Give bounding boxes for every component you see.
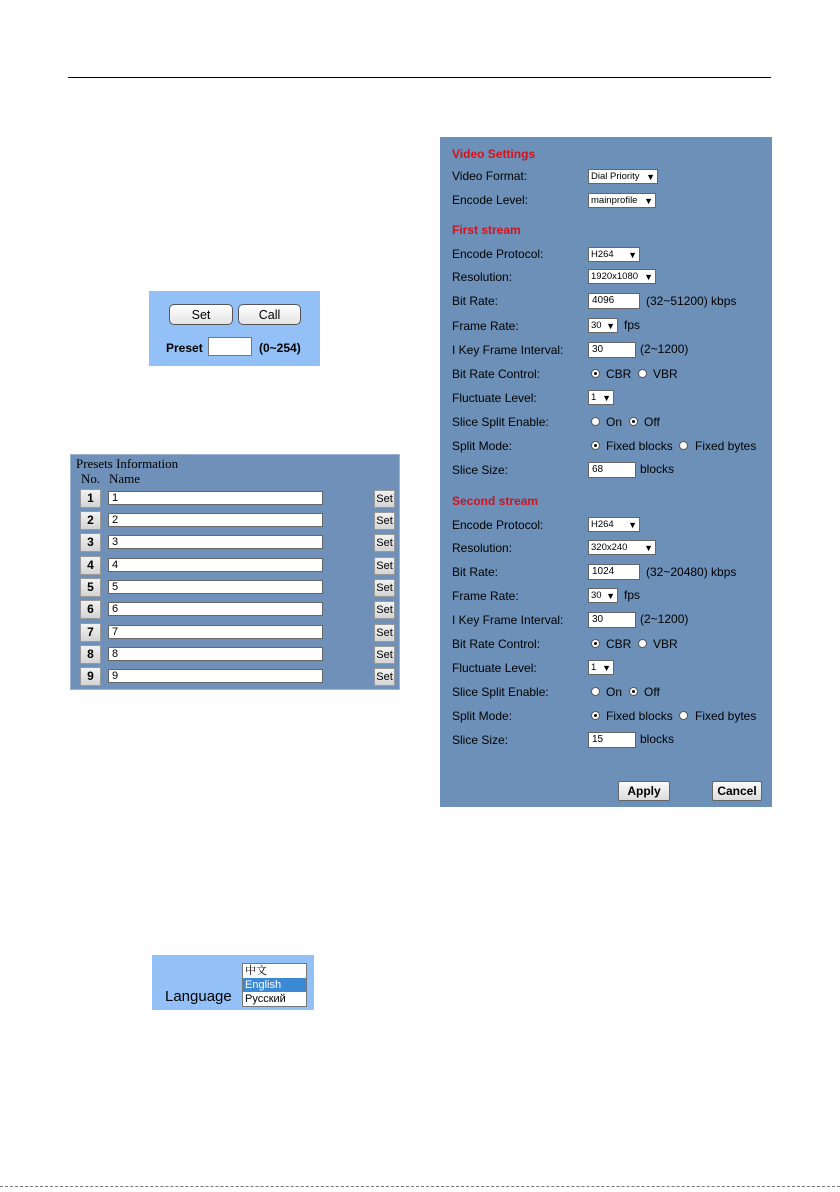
- chevron-down-icon: ▼: [628, 250, 637, 260]
- preset-row-set-button[interactable]: Set: [374, 534, 395, 552]
- col-no-header: No.: [81, 471, 101, 486]
- first-bitrate-input[interactable]: 4096: [588, 293, 640, 309]
- preset-name-input[interactable]: 1: [108, 491, 323, 505]
- second-framerate-label: Frame Rate:: [452, 589, 519, 603]
- first-stream-title: First stream: [452, 223, 521, 237]
- first-protocol-label: Encode Protocol:: [452, 247, 544, 261]
- second-split-mode-label: Split Mode:: [452, 709, 513, 723]
- second-stream-title: Second stream: [452, 494, 539, 508]
- second-ikey-range: (2~1200): [640, 612, 689, 626]
- preset-name-input[interactable]: 7: [108, 625, 323, 639]
- language-listbox[interactable]: [242, 963, 307, 1007]
- preset-name-input[interactable]: 2: [108, 513, 323, 527]
- preset-row: [71, 489, 401, 509]
- chevron-down-icon: ▼: [628, 520, 637, 530]
- preset-row-set-button[interactable]: Set: [374, 512, 395, 530]
- preset-range-hint: (0~254): [259, 341, 301, 355]
- first-fluct-value: 1: [591, 392, 597, 403]
- first-blocks-unit: blocks: [640, 462, 675, 476]
- second-protocol-label: Encode Protocol:: [452, 518, 544, 532]
- second-resolution-label: Resolution:: [452, 541, 513, 555]
- first-cbr-radio[interactable]: [591, 369, 600, 378]
- second-fluct-value: 1: [591, 662, 597, 673]
- apply-button[interactable]: Apply: [618, 781, 670, 801]
- second-vbr-label: VBR: [653, 637, 678, 651]
- first-slice-size-input[interactable]: 68: [588, 462, 636, 478]
- first-ikey-label: I Key Frame Interval:: [452, 343, 564, 357]
- encode-level-select[interactable]: [588, 193, 656, 208]
- first-brc-label: Bit Rate Control:: [452, 367, 541, 381]
- preset-row: [71, 667, 401, 687]
- language-option-russian[interactable]: Русский: [245, 993, 286, 1005]
- preset-number-button[interactable]: 4: [80, 556, 101, 575]
- preset-row: [71, 600, 401, 620]
- preset-name-input[interactable]: 8: [108, 647, 323, 661]
- first-vbr-label: VBR: [653, 367, 678, 381]
- first-framerate-select[interactable]: [588, 318, 618, 333]
- preset-row: [71, 645, 401, 665]
- first-fixed-blocks-radio[interactable]: [591, 441, 600, 450]
- second-cbr-label: CBR: [606, 637, 632, 651]
- language-panel: [152, 955, 314, 1010]
- chevron-down-icon: ▼: [606, 591, 615, 601]
- second-ikey-input[interactable]: 30: [588, 612, 636, 628]
- second-slice-off-radio[interactable]: [629, 687, 638, 696]
- first-framerate-label: Frame Rate:: [452, 319, 519, 333]
- first-framerate-value: 30: [591, 320, 602, 331]
- presets-information-panel: [70, 454, 400, 690]
- header-rule: [68, 77, 771, 78]
- video-settings-panel: [440, 137, 772, 807]
- preset-name-input[interactable]: 3: [108, 535, 323, 549]
- second-framerate-select[interactable]: [588, 588, 618, 603]
- preset-number-button[interactable]: 6: [80, 600, 101, 619]
- encode-level-label: Encode Level:: [452, 193, 529, 207]
- preset-row-set-button[interactable]: Set: [374, 601, 395, 619]
- chevron-down-icon: ▼: [644, 543, 653, 553]
- preset-name-input[interactable]: 6: [108, 602, 323, 616]
- preset-number-button[interactable]: 1: [80, 489, 101, 508]
- chevron-down-icon: ▼: [602, 393, 611, 403]
- first-slice-size-label: Slice Size:: [452, 463, 509, 477]
- second-fixed-blocks-label: Fixed blocks: [606, 709, 673, 723]
- preset-row-set-button[interactable]: Set: [374, 490, 395, 508]
- first-fixed-bytes-radio[interactable]: [679, 441, 688, 450]
- second-fixed-bytes-label: Fixed bytes: [695, 709, 757, 723]
- presets-title: Presets Information: [76, 456, 179, 471]
- second-bitrate-range: (32~20480) kbps: [646, 565, 737, 579]
- preset-row: [71, 623, 401, 643]
- preset-name-input[interactable]: 5: [108, 580, 323, 594]
- first-slice-on-label: On: [606, 415, 623, 429]
- col-name-header: Name: [109, 471, 141, 486]
- preset-input[interactable]: [208, 337, 252, 356]
- preset-control-panel: [149, 291, 320, 366]
- second-ikey-label: I Key Frame Interval:: [452, 613, 564, 627]
- preset-row: [71, 578, 401, 598]
- first-slice-enable-label: Slice Split Enable:: [452, 415, 549, 429]
- preset-number-button[interactable]: 3: [80, 533, 101, 552]
- second-protocol-select[interactable]: [588, 517, 640, 532]
- second-brc-label: Bit Rate Control:: [452, 637, 541, 651]
- preset-row: [71, 533, 401, 553]
- first-cbr-label: CBR: [606, 367, 632, 381]
- first-protocol-value: H264: [591, 249, 614, 260]
- preset-row-set-button[interactable]: Set: [374, 557, 395, 575]
- second-fixed-bytes-radio[interactable]: [679, 711, 688, 720]
- second-slice-enable-label: Slice Split Enable:: [452, 685, 549, 699]
- second-bitrate-input[interactable]: 1024: [588, 564, 640, 580]
- second-framerate-value: 30: [591, 590, 602, 601]
- second-protocol-value: H264: [591, 519, 614, 530]
- preset-name-input[interactable]: 4: [108, 558, 323, 572]
- video-format-label: Video Format:: [452, 169, 528, 183]
- first-fixed-blocks-label: Fixed blocks: [606, 439, 673, 453]
- preset-number-button[interactable]: 7: [80, 623, 101, 642]
- first-bitrate-range: (32~51200) kbps: [646, 294, 737, 308]
- first-vbr-radio[interactable]: [638, 369, 647, 378]
- second-resolution-value: 320x240: [591, 542, 628, 553]
- first-fluct-label: Fluctuate Level:: [452, 391, 537, 405]
- language-label: Language: [165, 988, 232, 1005]
- language-option-chinese[interactable]: 中文: [245, 965, 267, 977]
- video-format-select[interactable]: [588, 169, 658, 184]
- preset-label: Preset: [166, 341, 203, 355]
- second-cbr-radio[interactable]: [591, 639, 600, 648]
- first-slice-off-radio[interactable]: [629, 417, 638, 426]
- cancel-button[interactable]: Cancel: [712, 781, 762, 801]
- footer-rule: [0, 1186, 840, 1187]
- second-fps-unit: fps: [624, 588, 641, 602]
- first-split-mode-label: Split Mode:: [452, 439, 513, 453]
- first-bitrate-label: Bit Rate:: [452, 294, 499, 308]
- first-slice-on-radio[interactable]: [591, 417, 600, 426]
- first-resolution-value: 1920x1080: [591, 271, 639, 282]
- preset-number-button[interactable]: 8: [80, 645, 101, 664]
- first-resolution-label: Resolution:: [452, 270, 513, 284]
- second-fluct-select[interactable]: [588, 660, 614, 675]
- chevron-down-icon: ▼: [644, 196, 653, 206]
- second-slice-size-label: Slice Size:: [452, 733, 509, 747]
- chevron-down-icon: ▼: [644, 272, 653, 282]
- first-fps-unit: fps: [624, 318, 641, 332]
- preset-row: [71, 556, 401, 576]
- preset-call-button[interactable]: Call: [238, 304, 301, 325]
- video-settings-title: Video Settings: [452, 147, 536, 161]
- video-format-value: Dial Priority: [591, 171, 640, 182]
- second-fluct-label: Fluctuate Level:: [452, 661, 537, 675]
- first-resolution-select[interactable]: [588, 269, 656, 284]
- second-slice-on-label: On: [606, 685, 623, 699]
- second-vbr-radio[interactable]: [638, 639, 647, 648]
- language-option-english[interactable]: English: [243, 978, 306, 992]
- preset-row-set-button[interactable]: Set: [374, 624, 395, 642]
- preset-row-set-button[interactable]: Set: [374, 579, 395, 597]
- first-slice-off-label: Off: [644, 415, 660, 429]
- preset-row-set-button[interactable]: Set: [374, 668, 395, 686]
- first-ikey-input[interactable]: 30: [588, 342, 636, 358]
- preset-number-button[interactable]: 9: [80, 667, 101, 686]
- first-fixed-bytes-label: Fixed bytes: [695, 439, 757, 453]
- second-bitrate-label: Bit Rate:: [452, 565, 499, 579]
- first-protocol-select[interactable]: [588, 247, 640, 262]
- preset-name-input[interactable]: 9: [108, 669, 323, 683]
- second-resolution-select[interactable]: [588, 540, 656, 555]
- second-slice-off-label: Off: [644, 685, 660, 699]
- second-blocks-unit: blocks: [640, 732, 675, 746]
- chevron-down-icon: ▼: [606, 321, 615, 331]
- preset-row-set-button[interactable]: Set: [374, 646, 395, 664]
- second-fixed-blocks-radio[interactable]: [591, 711, 600, 720]
- first-ikey-range: (2~1200): [640, 342, 689, 356]
- second-slice-on-radio[interactable]: [591, 687, 600, 696]
- chevron-down-icon: ▼: [602, 663, 611, 673]
- second-slice-size-input[interactable]: 15: [588, 732, 636, 748]
- chevron-down-icon: ▼: [646, 172, 655, 182]
- preset-set-button[interactable]: Set: [169, 304, 233, 325]
- preset-number-button[interactable]: 2: [80, 511, 101, 530]
- preset-row: [71, 511, 401, 531]
- encode-level-value: mainprofile: [591, 195, 638, 206]
- first-fluct-select[interactable]: [588, 390, 614, 405]
- preset-number-button[interactable]: 5: [80, 578, 101, 597]
